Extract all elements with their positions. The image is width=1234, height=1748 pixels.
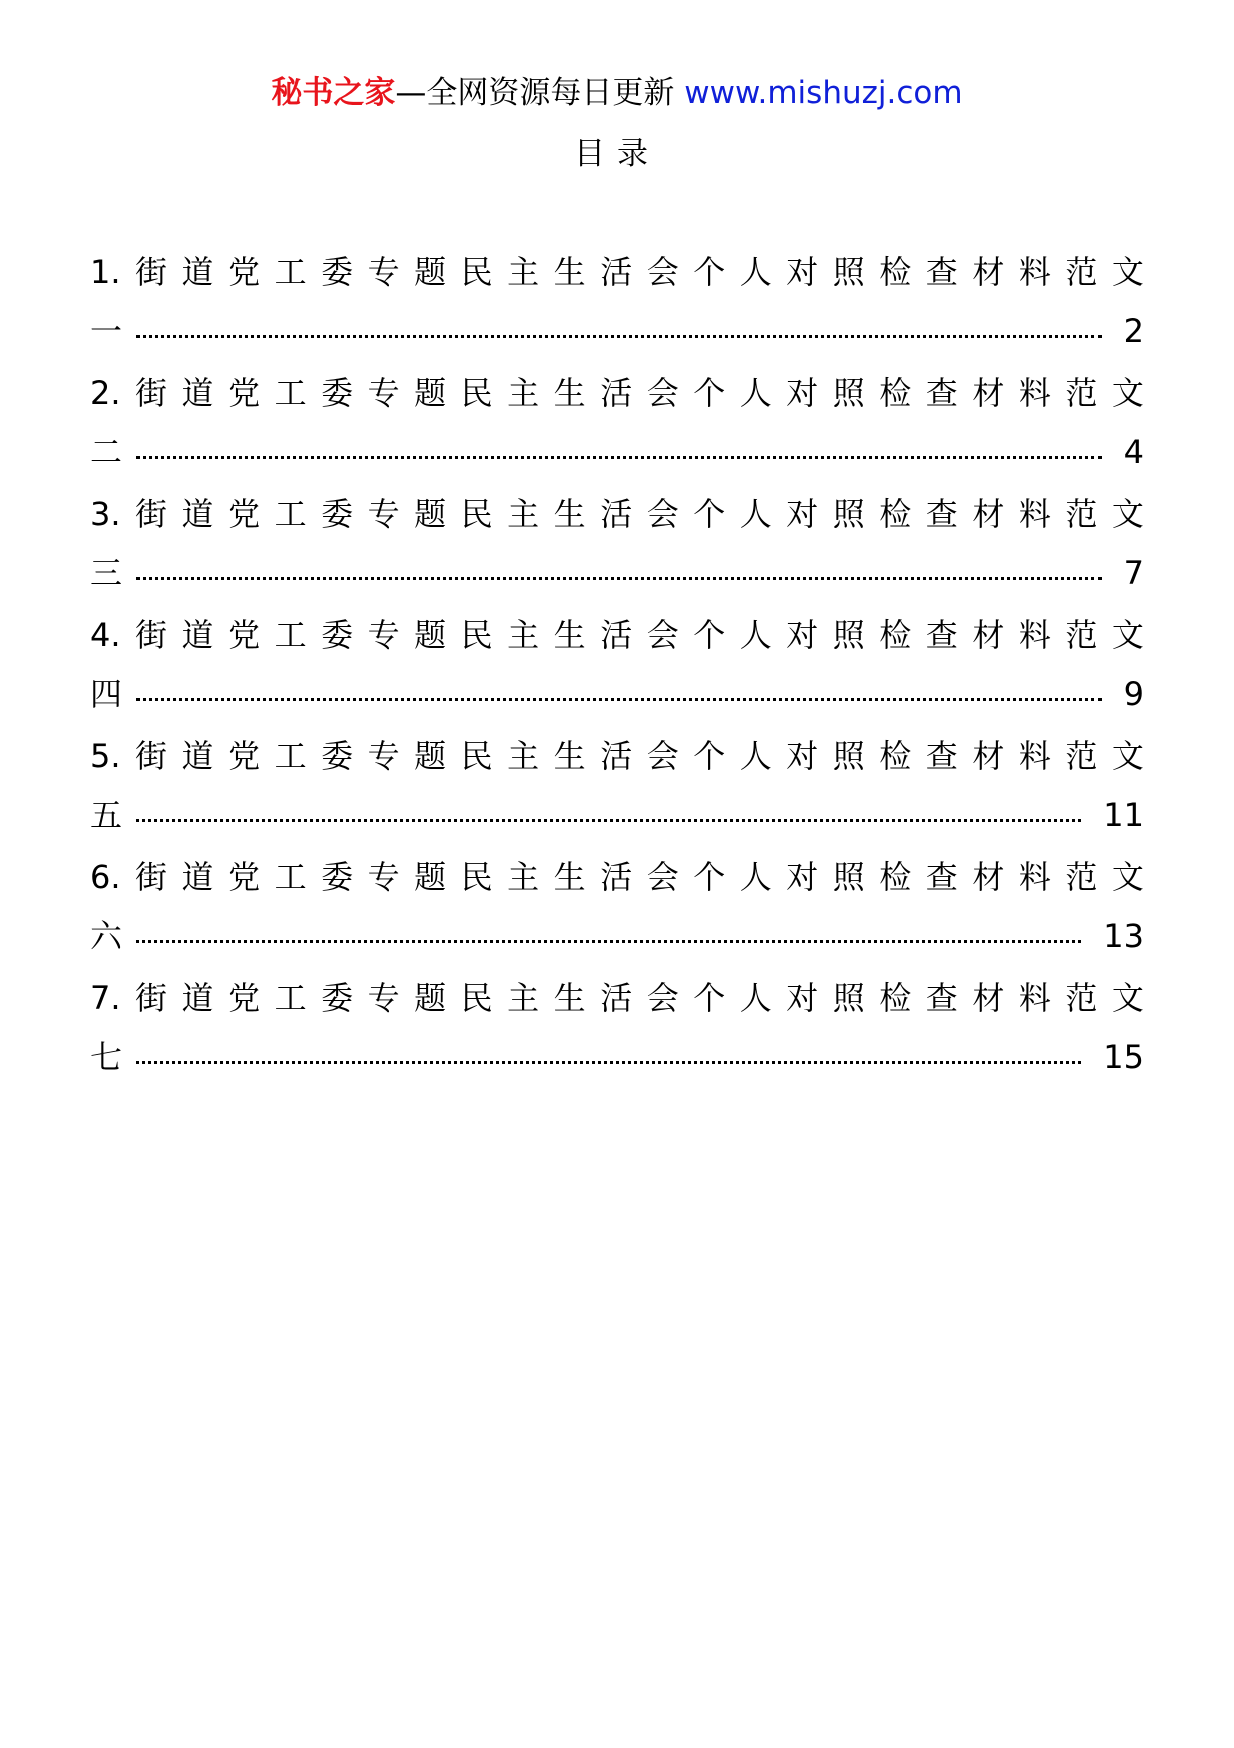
toc-title: 目录 (574, 136, 660, 172)
toc-title-char: 题 (414, 495, 447, 533)
toc-title-char: 照 (832, 737, 865, 775)
toc-title-char: 对 (786, 616, 819, 654)
toc-title-char: 题 (414, 737, 447, 775)
toc-entry-title (90, 243, 1144, 301)
toc-title-char: 道 (181, 495, 214, 533)
website-link[interactable]: www.mishuzj.com (684, 75, 963, 111)
toc-title-char: 题 (414, 979, 447, 1017)
toc-title-char: 查 (925, 374, 958, 412)
toc-title-char: 题 (414, 253, 447, 291)
toc-title-char: 范 (1065, 374, 1098, 412)
toc-title-char: 照 (832, 979, 865, 1017)
toc-entry-number: 4. (90, 616, 121, 654)
toc-entry-leader-row (90, 664, 1144, 724)
toc-title-char: 街 (135, 495, 168, 533)
toc-title-char: 道 (181, 374, 214, 412)
toc-title-char: 工 (274, 253, 307, 291)
toc-title-char: 委 (321, 253, 354, 291)
toc-title-char: 个 (693, 495, 726, 533)
toc-title-char: 料 (1018, 737, 1051, 775)
toc-title-char: 检 (879, 858, 912, 896)
toc-entry-number: 6. (90, 858, 121, 896)
toc-title-char: 材 (972, 253, 1005, 291)
toc-title-char: 党 (228, 858, 261, 896)
toc-entry-suffix: 二 (90, 433, 123, 471)
toc-title-char: 会 (646, 374, 679, 412)
toc-title-char: 会 (646, 616, 679, 654)
toc-title-char: 材 (972, 374, 1005, 412)
toc-entry-title (90, 969, 1144, 1027)
toc-title-char: 民 (460, 858, 493, 896)
toc-title-char: 党 (228, 737, 261, 775)
toc-title-char: 会 (646, 253, 679, 291)
toc-title-char: 查 (925, 737, 958, 775)
toc-title-char: 查 (925, 495, 958, 533)
toc-entry-title (90, 727, 1144, 785)
toc-title-char: 文 (1111, 374, 1144, 412)
toc-title-char: 主 (507, 979, 540, 1017)
toc-title-char: 党 (228, 495, 261, 533)
toc-title-char: 料 (1018, 616, 1051, 654)
toc-title-char: 题 (414, 858, 447, 896)
toc-entry-suffix: 四 (90, 675, 123, 713)
toc-title-char: 料 (1018, 374, 1051, 412)
toc-title-char: 活 (600, 616, 633, 654)
toc-title-char: 照 (832, 858, 865, 896)
toc-entry-number: 3. (90, 495, 121, 533)
toc-title-char: 材 (972, 858, 1005, 896)
dot-leader (136, 456, 1102, 459)
toc-entry-suffix: 六 (90, 917, 123, 955)
toc-title-char: 对 (786, 858, 819, 896)
toc-title-char: 会 (646, 737, 679, 775)
toc-title-char: 料 (1018, 979, 1051, 1017)
toc-title-char: 工 (274, 737, 307, 775)
toc-title-char: 道 (181, 253, 214, 291)
toc-title-char: 专 (367, 495, 400, 533)
header-slogan: —全网资源每日更新 (395, 75, 685, 111)
toc-entry-leader-row (90, 301, 1144, 361)
toc-title-char: 料 (1018, 253, 1051, 291)
toc-title-char: 委 (321, 858, 354, 896)
toc-title-char: 范 (1065, 495, 1098, 533)
toc-title-char: 生 (553, 737, 586, 775)
toc-title-char: 检 (879, 495, 912, 533)
toc-entry-page: 15 (1103, 1038, 1144, 1076)
toc-entry[interactable] (90, 606, 1144, 727)
toc-title-char: 会 (646, 495, 679, 533)
toc-title-char: 照 (832, 374, 865, 412)
toc-title-char: 范 (1065, 737, 1098, 775)
toc-title-char: 党 (228, 616, 261, 654)
toc-title-char: 街 (135, 979, 168, 1017)
toc-title-char: 委 (321, 737, 354, 775)
toc-entry-page: 4 (1123, 433, 1144, 471)
toc-title-char: 个 (693, 979, 726, 1017)
toc-title-char: 生 (553, 858, 586, 896)
toc-title-char: 道 (181, 737, 214, 775)
toc-title-char: 活 (600, 979, 633, 1017)
toc-title-char: 题 (414, 374, 447, 412)
toc-entry-suffix: 一 (90, 312, 123, 350)
toc-title-char: 民 (460, 616, 493, 654)
toc-title-char: 委 (321, 374, 354, 412)
toc-title-char: 民 (460, 737, 493, 775)
toc-entry[interactable] (90, 485, 1144, 606)
toc-title-char: 对 (786, 495, 819, 533)
toc-title-char: 专 (367, 858, 400, 896)
toc-title-char: 查 (925, 858, 958, 896)
toc-entry[interactable] (90, 364, 1144, 485)
dot-leader (136, 1061, 1081, 1064)
toc-title-char: 主 (507, 616, 540, 654)
toc-entry-page: 2 (1123, 312, 1144, 350)
toc-title-char: 文 (1111, 495, 1144, 533)
toc-title-char: 道 (181, 979, 214, 1017)
toc-title-char: 街 (135, 616, 168, 654)
toc-title-char: 检 (879, 374, 912, 412)
toc-title-char: 民 (460, 979, 493, 1017)
toc-entry-leader-row (90, 543, 1144, 603)
toc-entry-title (90, 606, 1144, 664)
toc-title-char: 范 (1065, 253, 1098, 291)
toc-title-char: 人 (739, 858, 772, 896)
toc-title-char: 对 (786, 979, 819, 1017)
toc-title-char: 委 (321, 979, 354, 1017)
toc-title-char: 党 (228, 253, 261, 291)
table-of-contents (90, 243, 1144, 1090)
toc-title-char: 材 (972, 979, 1005, 1017)
toc-title-char: 题 (414, 616, 447, 654)
toc-title-char: 检 (879, 737, 912, 775)
toc-title-char: 个 (693, 616, 726, 654)
toc-title-char: 委 (321, 616, 354, 654)
toc-title-char: 范 (1065, 858, 1098, 896)
toc-title-char: 个 (693, 374, 726, 412)
toc-entry-leader-row (90, 906, 1144, 966)
toc-title-char: 民 (460, 495, 493, 533)
toc-title-char: 生 (553, 374, 586, 412)
toc-title-char: 主 (507, 858, 540, 896)
dot-leader (136, 577, 1102, 580)
toc-title-char: 文 (1111, 737, 1144, 775)
toc-entry-page: 9 (1123, 675, 1144, 713)
toc-title-char: 对 (786, 737, 819, 775)
brand-name: 秘书之家 (271, 75, 396, 111)
toc-entry-title (90, 485, 1144, 543)
toc-title-char: 道 (181, 858, 214, 896)
toc-title-char: 文 (1111, 616, 1144, 654)
toc-title-char: 主 (507, 495, 540, 533)
toc-title-char: 文 (1111, 858, 1144, 896)
toc-entry[interactable] (90, 727, 1144, 848)
toc-title-char: 文 (1111, 253, 1144, 291)
toc-title-char: 主 (507, 253, 540, 291)
toc-entry-page: 11 (1103, 796, 1144, 834)
toc-title-char: 个 (693, 253, 726, 291)
toc-title-char: 照 (832, 616, 865, 654)
toc-title-char: 生 (553, 616, 586, 654)
toc-title-char: 对 (786, 374, 819, 412)
toc-entry-number: 5. (90, 737, 121, 775)
toc-title-char: 照 (832, 253, 865, 291)
toc-entry-title (90, 848, 1144, 906)
toc-title-char: 会 (646, 979, 679, 1017)
toc-title-char: 活 (600, 374, 633, 412)
toc-title-char: 主 (507, 737, 540, 775)
toc-title-char: 料 (1018, 858, 1051, 896)
toc-title-char: 检 (879, 253, 912, 291)
toc-title-char: 材 (972, 737, 1005, 775)
toc-entry-title (90, 364, 1144, 422)
toc-title-char: 范 (1065, 979, 1098, 1017)
toc-entry-suffix: 七 (90, 1038, 123, 1076)
toc-title-char: 人 (739, 616, 772, 654)
toc-title-char: 活 (600, 858, 633, 896)
toc-title-char: 会 (646, 858, 679, 896)
dot-leader (136, 940, 1081, 943)
toc-title-char: 专 (367, 253, 400, 291)
toc-title-char: 工 (274, 495, 307, 533)
toc-title-char: 活 (600, 253, 633, 291)
toc-entry-suffix: 三 (90, 554, 123, 592)
toc-title-char: 查 (925, 979, 958, 1017)
toc-entry-number: 2. (90, 374, 121, 412)
toc-title-char: 专 (367, 616, 400, 654)
toc-title-char: 对 (786, 253, 819, 291)
toc-title-char: 党 (228, 374, 261, 412)
toc-entry-number: 7. (90, 979, 121, 1017)
toc-title-char: 工 (274, 979, 307, 1017)
toc-title-char: 个 (693, 858, 726, 896)
toc-title-char: 人 (739, 737, 772, 775)
toc-entry-leader-row (90, 422, 1144, 482)
toc-title-char: 人 (739, 495, 772, 533)
toc-title-char: 民 (460, 374, 493, 412)
toc-entry-suffix: 五 (90, 796, 123, 834)
toc-title-char: 检 (879, 979, 912, 1017)
toc-title-char: 街 (135, 737, 168, 775)
toc-title-char: 生 (553, 253, 586, 291)
dot-leader (136, 698, 1102, 701)
toc-title-char: 范 (1065, 616, 1098, 654)
toc-title-char: 人 (739, 979, 772, 1017)
dot-leader (136, 335, 1102, 338)
toc-entry[interactable] (90, 969, 1144, 1090)
toc-title-char: 专 (367, 374, 400, 412)
toc-entry-leader-row (90, 1027, 1144, 1087)
toc-title-char: 查 (925, 253, 958, 291)
toc-title-char: 文 (1111, 979, 1144, 1017)
toc-title-char: 人 (739, 253, 772, 291)
toc-title-char: 专 (367, 737, 400, 775)
toc-title-char: 街 (135, 253, 168, 291)
toc-title-char: 料 (1018, 495, 1051, 533)
toc-title-char: 主 (507, 374, 540, 412)
toc-entry[interactable] (90, 848, 1144, 969)
toc-title-char: 照 (832, 495, 865, 533)
page-header (0, 72, 1234, 114)
toc-title-char: 生 (553, 495, 586, 533)
toc-title-char: 工 (274, 616, 307, 654)
toc-entry-page: 7 (1123, 554, 1144, 592)
toc-title-char: 人 (739, 374, 772, 412)
toc-title-char: 个 (693, 737, 726, 775)
toc-title-char: 街 (135, 374, 168, 412)
toc-entry-page: 13 (1103, 917, 1144, 955)
toc-title-char: 道 (181, 616, 214, 654)
toc-title-char: 工 (274, 374, 307, 412)
toc-title-char: 党 (228, 979, 261, 1017)
toc-title-char: 材 (972, 616, 1005, 654)
toc-title-char: 生 (553, 979, 586, 1017)
toc-title-char: 活 (600, 737, 633, 775)
toc-title-char: 街 (135, 858, 168, 896)
toc-title-char: 工 (274, 858, 307, 896)
toc-title-char: 专 (367, 979, 400, 1017)
toc-title-char: 材 (972, 495, 1005, 533)
toc-title-char: 委 (321, 495, 354, 533)
toc-entry[interactable] (90, 243, 1144, 364)
dot-leader (136, 819, 1081, 822)
toc-title-char: 查 (925, 616, 958, 654)
toc-title-char: 民 (460, 253, 493, 291)
toc-title-char: 检 (879, 616, 912, 654)
toc-entry-leader-row (90, 785, 1144, 845)
toc-entry-number: 1. (90, 253, 121, 291)
toc-title-char: 活 (600, 495, 633, 533)
